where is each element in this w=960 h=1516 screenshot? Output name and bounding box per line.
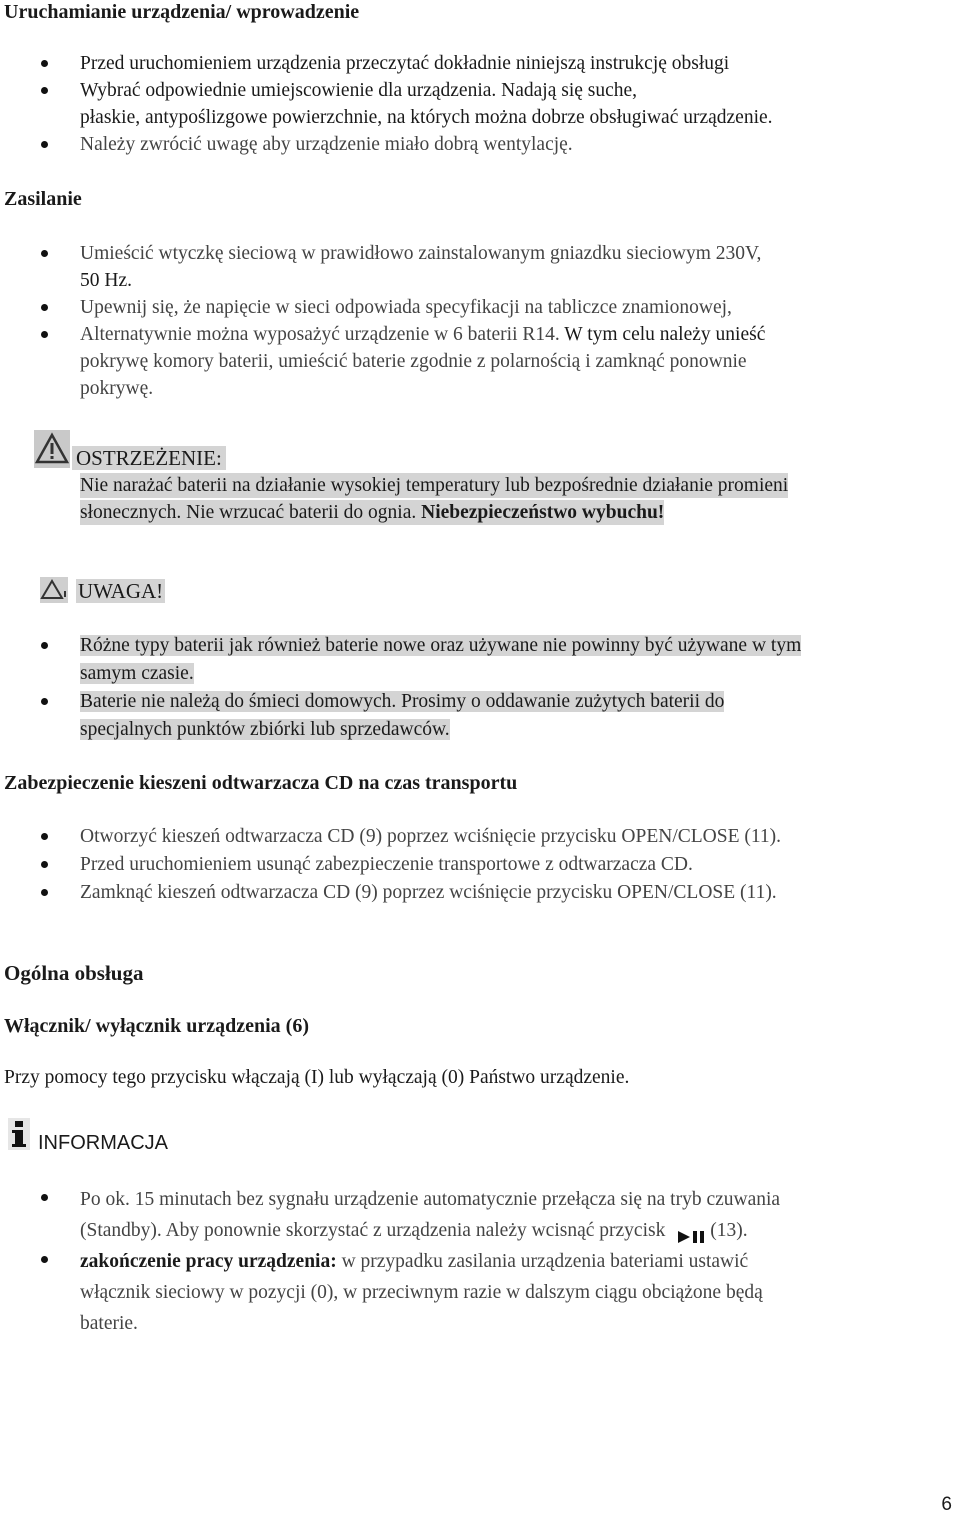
list-item-text: włącznik sieciowy w pozycji (0), w przeciwnym razie w dalszym ciągu obciążone będą (80, 1282, 763, 1303)
list-item-continuation (0, 716, 960, 744)
power-list (0, 240, 960, 402)
list-item-text: w przypadku zasilania urządzenia bateriami ustawić (341, 1251, 749, 1272)
list-item-emphasis: zakończenie pracy urządzenia: (80, 1251, 337, 1272)
list-item-continuation (0, 1277, 960, 1308)
list-item (0, 294, 960, 321)
list-item-text: Wybrać odpowiednie umiejscowienie dla urządzenia. Nadają się suche, (80, 80, 638, 101)
list-item-text: samym czasie. (80, 663, 194, 684)
warning-line-1: Nie narażać baterii na działanie wysokiej temperatury lub bezpośrednie działanie promieni (80, 475, 789, 496)
list-item-text: Alternatywnie można wyposażyć urządzenie w 6 baterii R14. (80, 324, 560, 345)
warning-text: słonecznych. Nie wrzucać baterii do ognia. (80, 502, 417, 523)
warning-line-2 (80, 500, 664, 525)
list-item-text: Przed uruchomieniem urządzenia przeczytać dokładnie niniejszą instrukcję obsługi (80, 53, 730, 74)
info-title: INFORMACJA (38, 1132, 168, 1154)
list-item (0, 851, 960, 879)
list-item (0, 1184, 960, 1215)
list-item (0, 632, 960, 660)
list-item-text: Należy zwrócić uwagę aby urządzenie miało dobrą wentylację. (80, 134, 573, 155)
warning-triangle-icon (34, 430, 70, 468)
caution-triangle-icon (40, 577, 68, 603)
list-item-text: pokrywę. (80, 378, 154, 399)
page-number: 6 (941, 1494, 952, 1515)
list-item-text: Upewnij się, że napięcie w sieci odpowiada specyfikacji na tabliczce znamionowej, (80, 297, 732, 318)
list-item-continuation (0, 348, 960, 375)
transport-list (0, 823, 960, 907)
list-item (0, 131, 960, 158)
list-item-continuation (0, 1308, 960, 1339)
caution-title: UWAGA! (78, 579, 164, 603)
heading-power: Zasilanie (4, 188, 82, 210)
list-item-text: (Standby). Aby ponownie skorzystać z urządzenia należy wcisnąć przycisk (80, 1220, 666, 1241)
heading-intro: Uruchamianie urządzenia/ wprowadzenie (4, 1, 360, 23)
list-item-text: Przed uruchomieniem usunąć zabezpieczenie transportowe z odtwarzacza CD. (80, 854, 693, 875)
list-item (0, 823, 960, 851)
list-item (0, 50, 960, 77)
list-item-text: Umieścić wtyczkę sieciową w prawidłowo zainstalowanym gniazdku sieciowym 230V, (80, 243, 762, 264)
list-item-continuation (0, 1215, 960, 1246)
list-item-text: Otworzyć kieszeń odtwarzacza CD (9) poprzez wciśnięcie przycisku OPEN/CLOSE (11). (80, 826, 782, 847)
heading-transport: Zabezpieczenie kieszeni odtwarzacza CD na czas transportu (4, 772, 518, 794)
play-pause-icon (676, 1224, 708, 1240)
caution-list (0, 632, 960, 744)
list-item-text: Po ok. 15 minutach bez sygnału urządzenie automatycznie przełącza się na tryb czuwania (80, 1189, 781, 1210)
list-item (0, 240, 960, 267)
list-item-continuation (0, 104, 960, 131)
list-item-text: baterie. (80, 1313, 138, 1334)
heading-general: Ogólna obsługa (4, 961, 144, 985)
list-item-continuation (0, 660, 960, 688)
list-item-text: płaskie, antypoślizgowe powierzchnie, na których można dobrze obsługiwać urządzenie. (80, 107, 773, 128)
info-list (0, 1184, 960, 1339)
list-item-text: pokrywę komory baterii, umieścić baterie zgodnie z polarnością i zamknąć ponownie (80, 351, 747, 372)
list-item-text: specjalnych punktów zbiórki lub sprzedawców. (80, 719, 450, 740)
list-item (0, 321, 960, 348)
list-item-continuation (0, 267, 960, 294)
list-item-text: Zamknąć kieszeń odtwarzacza CD (9) poprzez wciśnięcie przycisku OPEN/CLOSE (11). (80, 882, 777, 903)
list-item-text: Baterie nie należą do śmieci domowych. Prosimy o oddawanie zużytych baterii do (80, 691, 725, 712)
intro-list (0, 50, 960, 158)
warning-emphasis: Niebezpieczeństwo wybuchu! (421, 502, 665, 523)
warning-title: OSTRZEŻENIE: (72, 446, 226, 470)
list-item-text: Różne typy baterii jak również baterie nowe oraz używane nie powinny być używane w tym (80, 635, 802, 656)
list-item (0, 879, 960, 907)
switch-text: Przy pomocy tego przycisku włączają (I) lub wyłączają (0) Państwo urządzenie. (4, 1067, 630, 1088)
list-item-text: W tym celu należy unieść (564, 324, 766, 345)
list-item-text: 50 Hz. (80, 270, 132, 291)
list-item (0, 1246, 960, 1277)
list-item-continuation (0, 375, 960, 402)
list-item-text: (13). (710, 1220, 748, 1241)
list-item (0, 77, 960, 104)
list-item (0, 688, 960, 716)
info-icon (8, 1118, 30, 1150)
heading-switch: Włącznik/ wyłącznik urządzenia (6) (4, 1015, 309, 1037)
